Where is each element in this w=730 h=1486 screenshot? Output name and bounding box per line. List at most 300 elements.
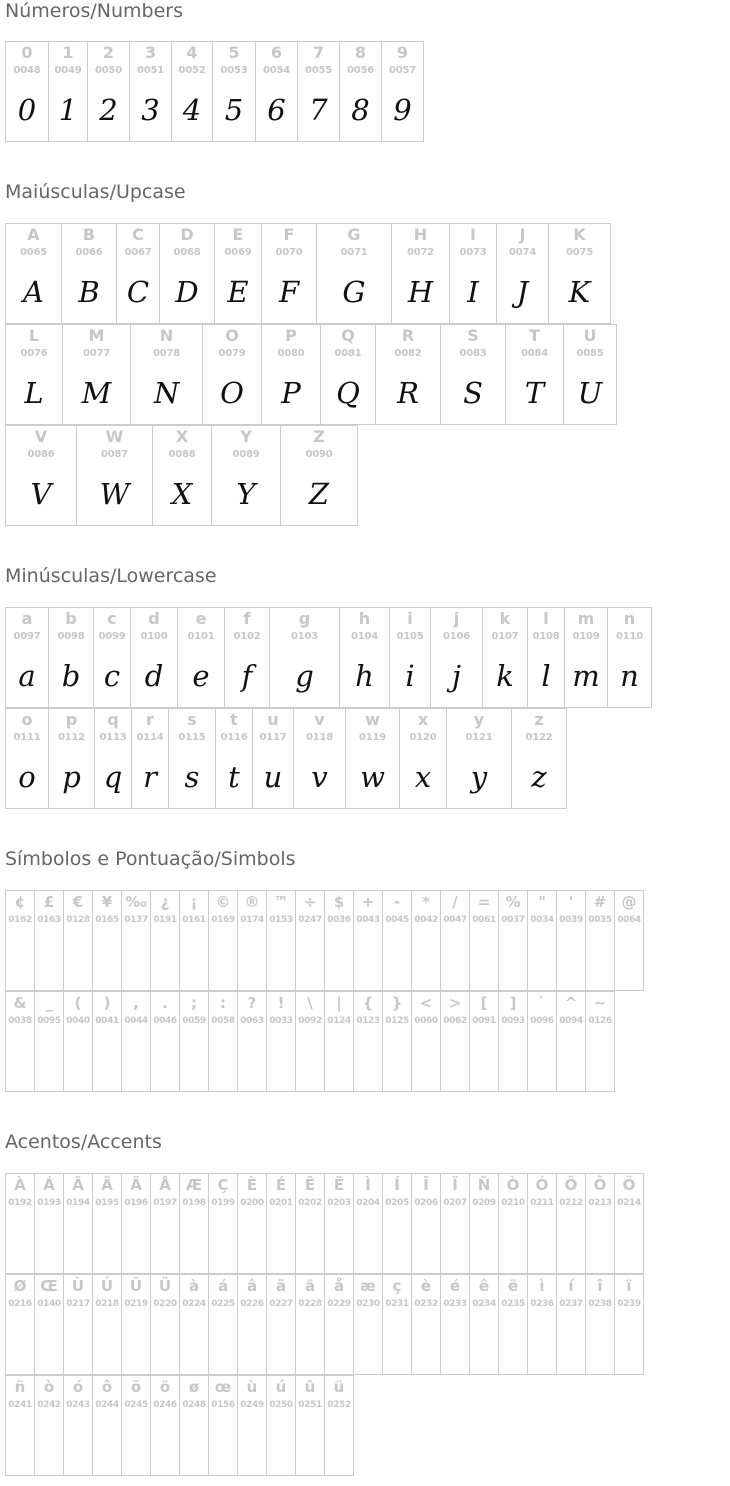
glyph-cell[interactable] xyxy=(324,890,354,991)
glyph-cell[interactable] xyxy=(430,607,483,708)
glyph-cell[interactable] xyxy=(295,991,325,1092)
char-code: 0219 xyxy=(124,1299,148,1309)
glyph-cell[interactable] xyxy=(339,41,382,142)
glyph-sample: T xyxy=(524,376,545,410)
glyph-cell[interactable] xyxy=(214,223,262,324)
char-label: À xyxy=(14,1176,26,1194)
glyph-cell[interactable] xyxy=(353,1173,383,1274)
char-code: 0037 xyxy=(501,915,525,925)
char-code: 0065 xyxy=(19,247,48,258)
char-code: 0086 xyxy=(27,449,55,460)
glyph-cell[interactable] xyxy=(382,1173,412,1274)
char-label: : xyxy=(220,994,226,1012)
char-code: 0085 xyxy=(576,348,604,359)
glyph-cell[interactable] xyxy=(5,890,35,991)
char-code: 0238 xyxy=(588,1299,612,1309)
char-label: o xyxy=(21,710,33,729)
glyph-cell[interactable] xyxy=(469,1173,499,1274)
glyph-cell[interactable] xyxy=(152,425,212,526)
glyph-cell[interactable] xyxy=(34,1274,64,1375)
glyph-cell[interactable] xyxy=(150,890,180,991)
glyph-cell[interactable] xyxy=(556,991,586,1092)
glyph-sample: B xyxy=(78,275,100,309)
char-code: 0084 xyxy=(520,348,549,359)
glyph-row xyxy=(5,890,644,991)
glyph-cell[interactable] xyxy=(266,1375,296,1476)
glyph-cell[interactable] xyxy=(121,1375,151,1476)
char-label: ë xyxy=(507,1277,519,1295)
glyph-cell[interactable] xyxy=(324,991,354,1092)
char-label: Ã xyxy=(101,1176,113,1194)
glyph-cell[interactable] xyxy=(150,1173,180,1274)
glyph-sample: x xyxy=(414,760,432,794)
glyph-cell[interactable] xyxy=(498,890,528,991)
char-code: 0113 xyxy=(99,732,127,743)
glyph-cell[interactable] xyxy=(121,991,151,1092)
glyph-cell[interactable] xyxy=(129,41,172,142)
char-label: Z xyxy=(313,427,325,446)
glyph-cell[interactable] xyxy=(297,41,340,142)
glyph-sample: z xyxy=(531,760,547,794)
glyph-cell[interactable] xyxy=(237,1173,267,1274)
char-code: 0119 xyxy=(358,732,387,743)
char-code: 0064 xyxy=(617,915,641,925)
glyph-cell[interactable] xyxy=(5,41,49,142)
char-label: [ xyxy=(480,994,488,1012)
char-code: 0247 xyxy=(298,915,322,925)
glyph-cell[interactable] xyxy=(179,1375,209,1476)
glyph-sample: t xyxy=(228,760,240,794)
glyph-cell[interactable] xyxy=(556,1274,586,1375)
glyph-cell[interactable] xyxy=(63,1173,93,1274)
glyph-sample: a xyxy=(18,659,36,693)
glyph-cell[interactable] xyxy=(614,1274,644,1375)
char-code: 0140 xyxy=(37,1299,61,1309)
char-label: Ô xyxy=(564,1176,578,1194)
glyph-cell[interactable] xyxy=(121,1173,151,1274)
glyph-sample: u xyxy=(263,760,283,794)
glyph-cell[interactable] xyxy=(5,1274,35,1375)
glyph-cell[interactable] xyxy=(295,1375,325,1476)
glyph-cell[interactable] xyxy=(382,1274,412,1375)
glyph-cell[interactable] xyxy=(237,1375,267,1476)
char-label: 2 xyxy=(102,43,115,62)
glyph-cell[interactable] xyxy=(255,41,298,142)
char-label: T xyxy=(529,326,540,345)
glyph-sample: 3 xyxy=(141,93,160,127)
glyph-cell[interactable] xyxy=(469,991,499,1092)
glyph-cell[interactable] xyxy=(93,607,131,708)
char-code: 0114 xyxy=(136,732,164,743)
glyph-cell[interactable] xyxy=(116,223,160,324)
glyph-cell[interactable] xyxy=(585,1173,615,1274)
glyph-sample: i xyxy=(405,659,415,693)
glyph-sample: r xyxy=(143,760,157,794)
char-label: ü xyxy=(333,1378,345,1396)
char-label: U xyxy=(583,326,597,345)
char-code: 0211 xyxy=(530,1198,554,1208)
glyph-cell[interactable] xyxy=(61,223,117,324)
glyph-cell[interactable] xyxy=(614,1173,644,1274)
glyph-sample: U xyxy=(577,376,603,410)
char-label: ® xyxy=(244,893,260,911)
char-code: 0033 xyxy=(269,1016,293,1026)
char-label: / xyxy=(452,893,458,911)
glyph-cell[interactable] xyxy=(556,890,586,991)
char-code: 0044 xyxy=(124,1016,148,1026)
glyph-cell[interactable] xyxy=(527,1274,557,1375)
char-label: _ xyxy=(45,994,53,1012)
glyph-cell[interactable] xyxy=(498,1274,528,1375)
char-code: 0126 xyxy=(588,1016,612,1026)
glyph-cell[interactable] xyxy=(48,708,95,809)
char-label: I xyxy=(470,225,476,244)
glyph-cell[interactable] xyxy=(399,708,447,809)
glyph-cell[interactable] xyxy=(353,890,383,991)
char-label: A xyxy=(27,225,40,244)
char-code: 0079 xyxy=(218,348,246,359)
char-label: Ù xyxy=(71,1277,85,1295)
glyph-cell[interactable] xyxy=(269,607,340,708)
char-code: 0061 xyxy=(472,915,496,925)
char-label: ù xyxy=(246,1378,258,1396)
glyph-cell[interactable] xyxy=(440,324,506,425)
glyph-cell[interactable] xyxy=(585,991,615,1092)
glyph-cell[interactable] xyxy=(130,324,203,425)
glyph-cell[interactable] xyxy=(252,708,294,809)
glyph-cell[interactable] xyxy=(92,890,122,991)
char-label: ã xyxy=(275,1277,287,1295)
glyph-cell[interactable] xyxy=(63,991,93,1092)
glyph-cell[interactable] xyxy=(607,607,652,708)
glyph-cell[interactable] xyxy=(5,1173,35,1274)
glyph-cell[interactable] xyxy=(353,991,383,1092)
glyph-cell[interactable] xyxy=(62,324,131,425)
glyph-cell[interactable] xyxy=(411,890,441,991)
char-code: 0123 xyxy=(356,1016,380,1026)
glyph-cell[interactable] xyxy=(548,223,611,324)
char-label: i xyxy=(407,609,413,628)
glyph-row xyxy=(5,607,652,708)
glyph-cell[interactable] xyxy=(92,1173,122,1274)
glyph-cell[interactable] xyxy=(208,1375,238,1476)
glyph-cell[interactable] xyxy=(202,324,262,425)
char-code: 0071 xyxy=(340,247,368,258)
glyph-cell[interactable] xyxy=(469,1274,499,1375)
glyph-cell[interactable] xyxy=(496,223,549,324)
glyph-cell[interactable] xyxy=(440,1274,470,1375)
glyph-cell[interactable] xyxy=(266,890,296,991)
glyph-cell[interactable] xyxy=(63,890,93,991)
glyph-cell[interactable] xyxy=(266,1173,296,1274)
glyph-cell[interactable] xyxy=(440,890,470,991)
glyph-cell[interactable] xyxy=(527,890,557,991)
char-code: 0205 xyxy=(385,1198,409,1208)
glyph-cell[interactable] xyxy=(212,41,256,142)
glyph-cell[interactable] xyxy=(5,1375,35,1476)
glyph-cell[interactable] xyxy=(237,991,267,1092)
glyph-cell[interactable] xyxy=(131,708,169,809)
char-code: 0194 xyxy=(66,1198,90,1208)
glyph-cell[interactable] xyxy=(5,324,63,425)
glyph-cell[interactable] xyxy=(171,41,213,142)
glyph-sample: w xyxy=(360,760,385,794)
char-label: ò xyxy=(43,1378,55,1396)
glyph-cell[interactable] xyxy=(527,1173,557,1274)
char-code: 0106 xyxy=(442,631,471,642)
glyph-cell[interactable] xyxy=(5,425,77,526)
glyph-cell[interactable] xyxy=(224,607,270,708)
glyph-cell[interactable] xyxy=(34,991,64,1092)
glyph-cell[interactable] xyxy=(63,1375,93,1476)
glyph-cell[interactable] xyxy=(324,1173,354,1274)
glyph-cell[interactable] xyxy=(440,991,470,1092)
glyph-cell[interactable] xyxy=(585,1274,615,1375)
glyph-cell[interactable] xyxy=(295,1274,325,1375)
char-code: 0095 xyxy=(37,1016,61,1026)
glyph-cell[interactable] xyxy=(179,890,209,991)
glyph-cell[interactable] xyxy=(411,1173,441,1274)
glyph-sample: R xyxy=(397,376,419,410)
glyph-cell[interactable] xyxy=(237,890,267,991)
glyph-cell[interactable] xyxy=(324,1274,354,1375)
glyph-cell[interactable] xyxy=(293,708,346,809)
glyph-cell[interactable] xyxy=(411,991,441,1092)
char-label: 4 xyxy=(186,43,198,62)
glyph-cell[interactable] xyxy=(449,223,497,324)
char-code: 0251 xyxy=(298,1400,322,1410)
char-code: 0192 xyxy=(8,1198,32,1208)
glyph-cell[interactable] xyxy=(266,1274,296,1375)
char-label: â xyxy=(246,1277,258,1295)
glyph-cell[interactable] xyxy=(527,991,557,1092)
glyph-sample: g xyxy=(295,659,314,693)
glyph-cell[interactable] xyxy=(614,890,644,991)
glyph-cell[interactable] xyxy=(5,991,35,1092)
glyph-cell[interactable] xyxy=(527,607,565,708)
glyph-cell[interactable] xyxy=(208,1274,238,1375)
char-code: 0062 xyxy=(443,1016,467,1026)
glyph-cell[interactable] xyxy=(150,1274,180,1375)
char-code: 0250 xyxy=(269,1400,293,1410)
glyph-cell[interactable] xyxy=(316,223,392,324)
glyph-cell[interactable] xyxy=(168,708,216,809)
glyph-cell[interactable] xyxy=(130,607,178,708)
char-label: ÷ xyxy=(303,893,317,911)
glyph-sample: Y xyxy=(236,477,256,511)
char-code: 0124 xyxy=(327,1016,351,1026)
glyph-sample: p xyxy=(62,760,81,794)
glyph-sample: V xyxy=(30,477,52,511)
char-code: 0072 xyxy=(406,247,435,258)
char-code: 0161 xyxy=(182,915,206,925)
char-code: 0036 xyxy=(327,915,351,925)
char-code: 0077 xyxy=(82,348,111,359)
char-code: 0226 xyxy=(240,1299,264,1309)
glyph-cell[interactable] xyxy=(411,1274,441,1375)
char-code: 0100 xyxy=(140,631,168,642)
glyph-cell[interactable] xyxy=(389,607,431,708)
glyph-cell[interactable] xyxy=(511,708,567,809)
glyph-cell[interactable] xyxy=(92,1375,122,1476)
glyph-cell[interactable] xyxy=(5,708,49,809)
char-label: é xyxy=(449,1277,461,1295)
glyph-cell[interactable] xyxy=(382,890,412,991)
char-label: Y xyxy=(240,427,252,446)
glyph-cell[interactable] xyxy=(261,324,321,425)
glyph-cell[interactable] xyxy=(391,223,450,324)
glyph-cell[interactable] xyxy=(87,41,130,142)
glyph-cell[interactable] xyxy=(375,324,441,425)
glyph-cell[interactable] xyxy=(353,1274,383,1375)
glyph-cell[interactable] xyxy=(505,324,564,425)
char-label: a xyxy=(21,609,33,628)
glyph-cell[interactable] xyxy=(76,425,153,526)
char-code: 0156 xyxy=(211,1400,235,1410)
glyph-cell[interactable] xyxy=(48,41,88,142)
char-code: 0108 xyxy=(532,631,560,642)
glyph-cell[interactable] xyxy=(564,607,608,708)
glyph-sample: 4 xyxy=(182,93,202,127)
glyph-cell[interactable] xyxy=(48,607,94,708)
glyph-cell[interactable] xyxy=(585,890,615,991)
glyph-sample: N xyxy=(153,376,180,410)
glyph-cell[interactable] xyxy=(177,607,225,708)
glyph-cell[interactable] xyxy=(63,1274,93,1375)
glyph-cell[interactable] xyxy=(446,708,512,809)
char-label: È xyxy=(246,1176,258,1194)
char-code: 0241 xyxy=(8,1400,32,1410)
char-label: K xyxy=(573,225,586,244)
glyph-cell[interactable] xyxy=(34,1173,64,1274)
section-title: Símbolos e Pontuação/Simbols xyxy=(5,848,296,870)
glyph-cell[interactable] xyxy=(92,1274,122,1375)
char-label: u xyxy=(267,710,279,729)
char-label: f xyxy=(243,609,251,628)
char-label: % xyxy=(505,893,521,911)
char-label: 1 xyxy=(62,43,74,62)
glyph-cell[interactable] xyxy=(150,991,180,1092)
glyph-cell[interactable] xyxy=(261,223,317,324)
glyph-cell[interactable] xyxy=(5,223,62,324)
char-label: 9 xyxy=(396,43,409,62)
char-code: 0249 xyxy=(240,1400,264,1410)
glyph-cell[interactable] xyxy=(92,991,122,1092)
char-code: 0191 xyxy=(153,915,177,925)
glyph-cell[interactable] xyxy=(320,324,376,425)
glyph-cell[interactable] xyxy=(556,1173,586,1274)
glyph-cell[interactable] xyxy=(382,991,412,1092)
glyph-cell[interactable] xyxy=(211,425,281,526)
char-label: N xyxy=(159,326,174,345)
glyph-cell[interactable] xyxy=(482,607,528,708)
glyph-cell[interactable] xyxy=(280,425,358,526)
char-label: Ñ xyxy=(477,1176,491,1194)
char-label: S xyxy=(467,326,479,345)
glyph-cell[interactable] xyxy=(339,607,390,708)
char-label: 7 xyxy=(312,43,325,62)
char-code: 0068 xyxy=(173,247,201,258)
glyph-cell[interactable] xyxy=(295,890,325,991)
glyph-cell[interactable] xyxy=(94,708,132,809)
char-code: 0217 xyxy=(66,1299,90,1309)
char-code: 0088 xyxy=(168,449,196,460)
glyph-sample: y xyxy=(470,760,488,794)
char-code: 0048 xyxy=(13,65,41,76)
glyph-cell[interactable] xyxy=(208,890,238,991)
char-label: r xyxy=(146,710,154,729)
char-label: æ xyxy=(360,1277,376,1295)
glyph-cell[interactable] xyxy=(345,708,400,809)
glyph-cell[interactable] xyxy=(179,1173,209,1274)
char-label: ¿ xyxy=(160,893,170,911)
char-label: ¥ xyxy=(101,893,113,911)
char-label: G xyxy=(347,225,361,244)
glyph-cell[interactable] xyxy=(121,890,151,991)
char-code: 0057 xyxy=(388,65,417,76)
glyph-cell[interactable] xyxy=(34,890,64,991)
glyph-cell[interactable] xyxy=(179,1274,209,1375)
glyph-sample: e xyxy=(192,659,210,693)
glyph-cell[interactable] xyxy=(237,1274,267,1375)
char-code: 0227 xyxy=(269,1299,293,1309)
glyph-cell[interactable] xyxy=(498,991,528,1092)
glyph-cell[interactable] xyxy=(324,1375,354,1476)
glyph-cell[interactable] xyxy=(150,1375,180,1476)
char-code: 0089 xyxy=(232,449,260,460)
glyph-cell[interactable] xyxy=(469,890,499,991)
glyph-sample: d xyxy=(144,659,164,693)
glyph-cell[interactable] xyxy=(159,223,215,324)
char-code: 0082 xyxy=(394,348,422,359)
char-label: 5 xyxy=(228,43,240,62)
char-label: L xyxy=(28,326,40,345)
char-code: 0252 xyxy=(327,1400,351,1410)
char-code: 0093 xyxy=(501,1016,525,1026)
char-label: ' xyxy=(568,893,574,911)
glyph-cell[interactable] xyxy=(208,991,238,1092)
char-label: Ë xyxy=(333,1176,345,1194)
char-label: Ì xyxy=(365,1176,371,1194)
char-label: = xyxy=(477,893,491,911)
glyph-cell[interactable] xyxy=(498,1173,528,1274)
glyph-sample: F xyxy=(278,275,300,309)
glyph-cell[interactable] xyxy=(381,41,424,142)
glyph-cell[interactable] xyxy=(5,607,49,708)
glyph-sample: G xyxy=(342,275,366,309)
char-label: q xyxy=(107,710,119,729)
char-label: £ xyxy=(43,893,55,911)
char-label: ¡ xyxy=(190,893,198,911)
glyph-cell[interactable] xyxy=(563,324,617,425)
glyph-cell[interactable] xyxy=(121,1274,151,1375)
glyph-cell[interactable] xyxy=(34,1375,64,1476)
glyph-cell[interactable] xyxy=(208,1173,238,1274)
glyph-cell[interactable] xyxy=(179,991,209,1092)
glyph-cell[interactable] xyxy=(266,991,296,1092)
glyph-cell[interactable] xyxy=(215,708,253,809)
char-code: 0244 xyxy=(95,1400,119,1410)
glyph-cell[interactable] xyxy=(295,1173,325,1274)
char-label: - xyxy=(393,893,401,911)
glyph-cell[interactable] xyxy=(440,1173,470,1274)
char-code: 0242 xyxy=(37,1400,61,1410)
section-title: Maiúsculas/Upcase xyxy=(5,181,186,203)
char-code: 0117 xyxy=(259,732,287,743)
glyph-sample: k xyxy=(496,659,514,693)
char-label: œ xyxy=(214,1378,232,1396)
char-code: 0070 xyxy=(275,247,303,258)
